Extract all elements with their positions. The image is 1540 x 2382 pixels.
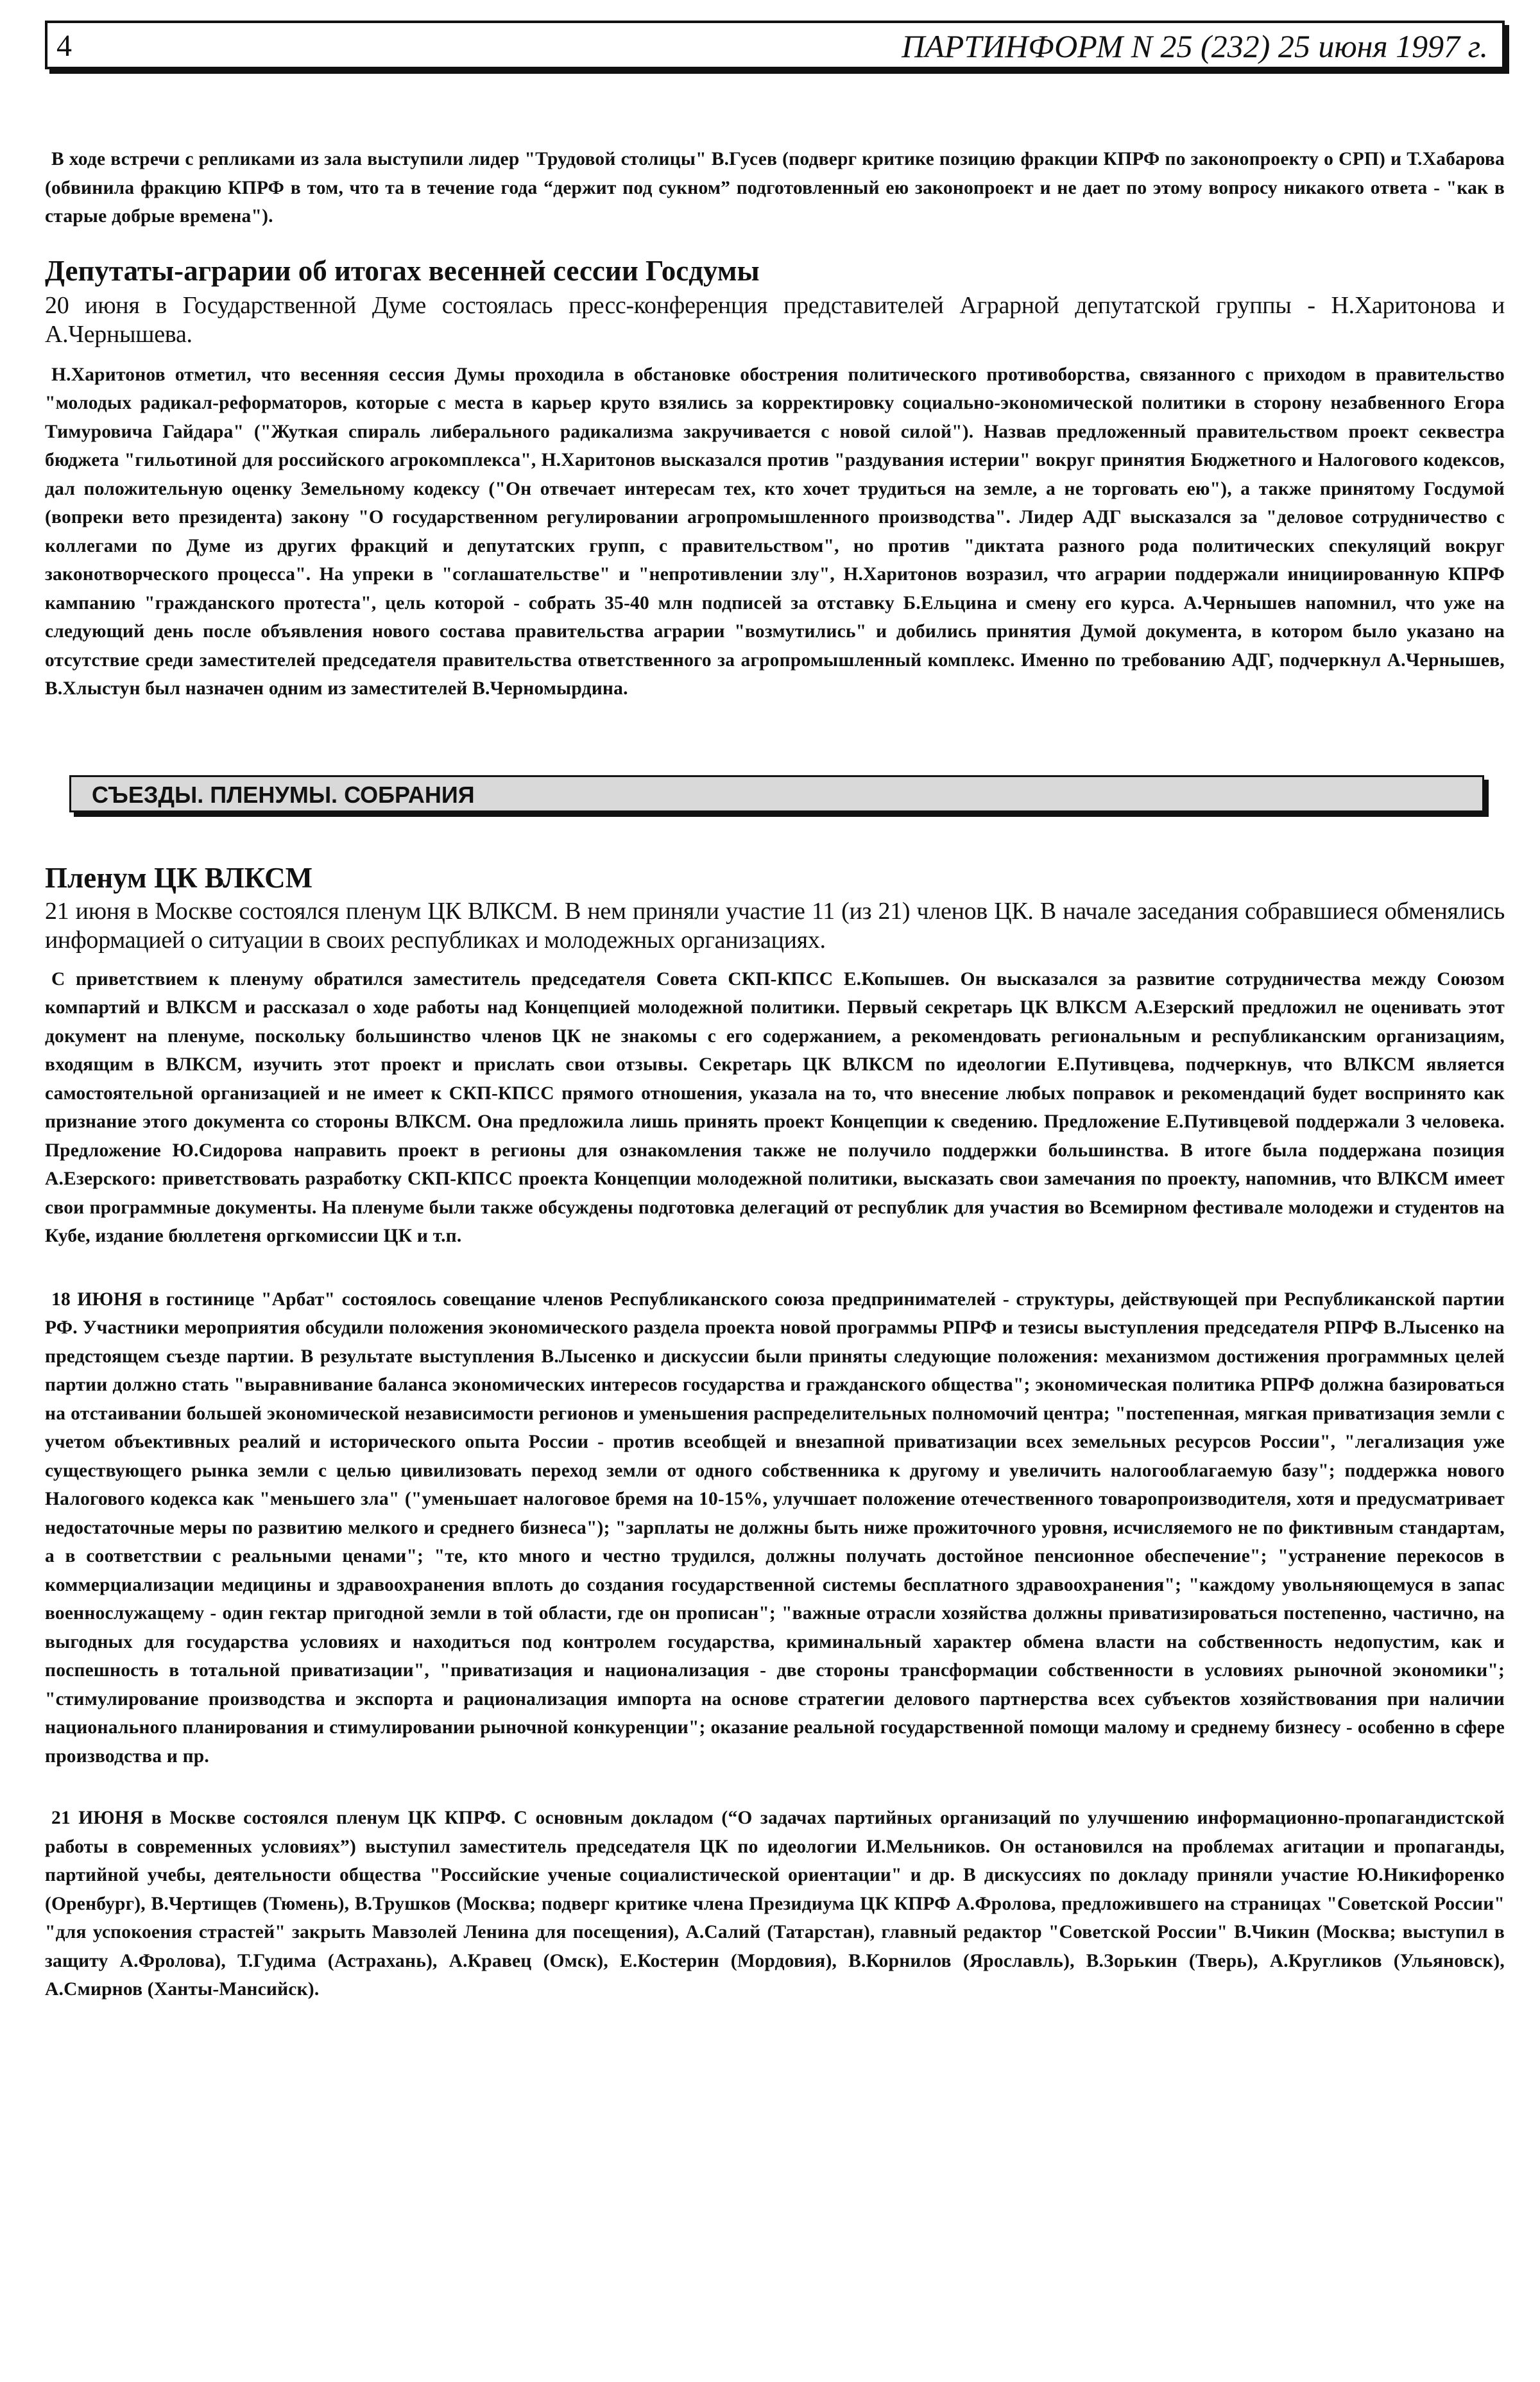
- section-banner: [69, 775, 1484, 812]
- masthead-title: ПАРТИНФОРМ N 25 (232) 25 июня 1997 г.: [902, 28, 1488, 64]
- article-body-agrarians: Н.Харитонов отметил, что весенняя сессия Думы проходила в обстановке обострения политического противоборства, связанного с приходом в правительство "молодых радикал-реформаторов, которые с места в карьер круто взялись за корректировку социально-экономической политики в сторону незабвенного Егора Тимуровича Гайдара" ("Жуткая спираль либерального радикализма закручивается с новой силой"). Назвав предложенный правительством проект секвестра бюджета "гильотиной для российского агрокомплекса", Н.Харитонов высказался против "раздувания истерии" вокруг принятия Бюджетного и Налогового кодексов, дал положительную оценку Земельному кодексу ("Он отвечает интересам тех, кто хочет трудиться на земле, а не торговать ею"), а также принятому Госдумой (вопреки вето президента) закону "О государственном регулировании агропромышленного производства". Лидер АДГ высказался за "деловое сотрудничество с коллегами по Думе из других фракций и депутатских групп, с правительством", но против "диктата разного рода политических спекуляций вокруг законотворческого процесса". На упреки в "соглашательстве" и "непротивлении злу", Н.Харитонов возразил, что аграрии поддержали инициированную КПРФ кампанию "гражданского протеста", цель которой - собрать 35-40 млн подписей за отставку Б.Ельцина и смену его курса. А.Чернышев напомнил, что уже на следующий день после объявления нового состава правительства аграрии "возмутились" и добились принятия Думой документа, в котором было указано на отсутствие среди заместителей председателя правительства ответственного за агропромышленный комплекс. Именно по требованию АДГ, подчеркнул А.Чернышев, В.Хлыстун был назначен одним из заместителей В.Черномырдина.: [45, 364, 1505, 699]
- article-business-union: 18 ИЮНЯ в гостинице "Арбат" состоялось совещание членов Республиканского союза предпринимателей - структуры, действующей при Республиканской партии РФ. Участники мероприятия обсудили положения экономического раздела проекта новой программы РПРФ и тезисы выступления председателя РПРФ В.Лысенко на предстоящем съезде партии. В результате выступления В.Лысенко и дискуссии были приняты следующие положения: механизмом достижения программных целей партии должно стать "выравнивание баланса экономических интересов государства и гражданского общества"; экономическая политика РПРФ должна базироваться на отстаивании большей экономической независимости регионов и уменьшения распределительных полномочий центра; "постепенная, мягкая приватизация земли с учетом объективных реалий и исторического опыта России - против всеобщей и внезапной приватизации всех земельных ресурсов России", "легализация уже существующего рынка земли с целью цивилизовать переход земли от одного собственника к другому и увеличить налогооблагаемую базу"; поддержка нового Налогового кодекса как "меньшего зла" ("уменьшает налоговое бремя на 10-15%, улучшает положение отечественного товаропроизводителя, хотя и предусматривает недостаточные меры по развитию мелкого и среднего бизнеса"); "зарплаты не должны быть ниже прожиточного уровня, исчисляемого не по фиктивным стандартам, а в соответствии с реальными ценами"; "те, кто много и честно трудился, должны получать достойное пенсионное обеспечение"; "устранение перекосов в коммерциализации медицины и здравоохранения вплоть до создания государственной системы бесплатного здравоохранения"; "каждому увольняющемуся в запас военнослужащему - один гектар пригодной земли в той области, где он прописан"; "важные отрасли хозяйства должны приватизироваться постепенно, частично, на выгодных для государства условиях и находиться под контролем государства, криминальный характер обмена власти на собственность недопустим, как и поспешность в тотальной приватизации", "приватизация и национализация - две стороны трансформации собственности в условиях рыночной экономики"; "стимулирование производства и экспорта и рационализация импорта на основе стратегии делового партнерства всех субъектов хозяйствования при наличии национального планирования и стимулировании рыночной конкуренции"; оказание реальной государственной помощи малому и среднему бизнесу - особенно в сфере производства и пр.: [45, 1289, 1505, 1767]
- article-lead-vlksm: 21 июня в Москве состоялся пленум ЦК ВЛКСМ. В нем приняли участие 11 (из 21) членов ЦК. В начале заседания собравшиеся обменялись информацией о ситуации в своих республиках и молодежных организациях.: [45, 897, 1505, 954]
- intro-paragraph: В ходе встречи с репликами из зала выступили лидер "Трудовой столицы" В.Гусев (подверг критике позицию фракции КПРФ по законопроекту о СРП) и Т.Хабарова (обвинила фракцию КПРФ в том, что та в течение года “держит под сукном” подготовленный ею законопроект и не дает по этому вопросу никакого ответа - "как в старые добрые времена").: [45, 149, 1505, 227]
- article-headline-agrarians: Депутаты-аграрии об итогах весенней сессии Госдумы: [45, 254, 760, 287]
- page-header: [45, 21, 1505, 69]
- newspaper-page: [45, 21, 1505, 2004]
- article-headline-vlksm: Пленум ЦК ВЛКСМ: [45, 861, 313, 894]
- article-kprf-plenum: 21 ИЮНЯ в Москве состоялся пленум ЦК КПРФ. С основным докладом (“О задачах партийных организаций по улучшению информационно-пропагандистской работы в современных условиях”) выступил заместитель председателя ЦК по идеологии И.Мельников. Он остановился на проблемах агитации и пропаганды, партийной учебы, деятельности общества "Российские ученые социалистической ориентации" и др. В дискуссиях по докладу приняли участие Ю.Никифоренко (Оренбург), В.Чертищев (Тюмень), В.Трушков (Москва; подверг критике члена Президиума ЦК КПРФ А.Фролова, предложившего на страницах "Советской России" "для успокоения страстей" закрыть Мавзолей Ленина для посещения), А.Салий (Татарстан), главный редактор "Советской России" В.Чикин (Москва; выступил в защиту А.Фролова), Т.Гудима (Астрахань), А.Кравец (Омск), Е.Костерин (Мордовия), В.Корнилов (Ярославль), В.Зорькин (Тверь), А.Кругликов (Ульяновск), А.Смирнов (Ханты-Мансийск).: [45, 1808, 1505, 2000]
- section-title: СЪЕЗДЫ. ПЛЕНУМЫ. СОБРАНИЯ: [92, 781, 475, 808]
- article-lead-agrarians: 20 июня в Государственной Думе состоялась пресс-конференция представителей Аграрной депутатской группы - Н.Харитонова и А.Чернышева.: [45, 291, 1505, 348]
- article-body-vlksm: С приветствием к пленуму обратился заместитель председателя Совета СКП-КПСС Е.Копышев. Он высказался за развитие сотрудничества между Союзом компартий и ВЛКСМ и рассказал о ходе работы над Концепцией молодежной политики. Первый секретарь ЦК ВЛКСМ А.Езерский предложил не оценивать этот документ на пленуме, поскольку большинство членов ЦК не знакомы с его содержанием, а рекомендовать региональным и республиканским организациям, входящим в ВЛКСМ, изучить этот проект и прислать свои отзывы. Секретарь ЦК ВЛКСМ по идеологии Е.Путивцева, подчеркнув, что ВЛКСМ является самостоятельной организацией и не имеет к СКП-КПСС прямого отношения, указала на то, что внесение любых поправок и рекомендаций будет воспринято как признание этого документа со стороны ВЛКСМ. Она предложила лишь принять проект Концепции к сведению. Предложение Е.Путивцевой поддержали 3 человека. Предложение Ю.Сидорова направить проект в регионы для ознакомления также не получило поддержки большинства. В итоге была поддержана позиция А.Езерского: приветствовать разработку СКП-КПСС проекта Концепции молодежной политики, высказать свои замечания по проекту, напомнив, что ВЛКСМ имеет свои программные документы. На пленуме были также обсуждены подготовка делегаций от республик для участия во Всемирном фестивале молодежи и студентов на Кубе, издание бюллетеня оргкомиссии ЦК и т.п.: [45, 968, 1505, 1246]
- page-number: 4: [56, 29, 72, 63]
